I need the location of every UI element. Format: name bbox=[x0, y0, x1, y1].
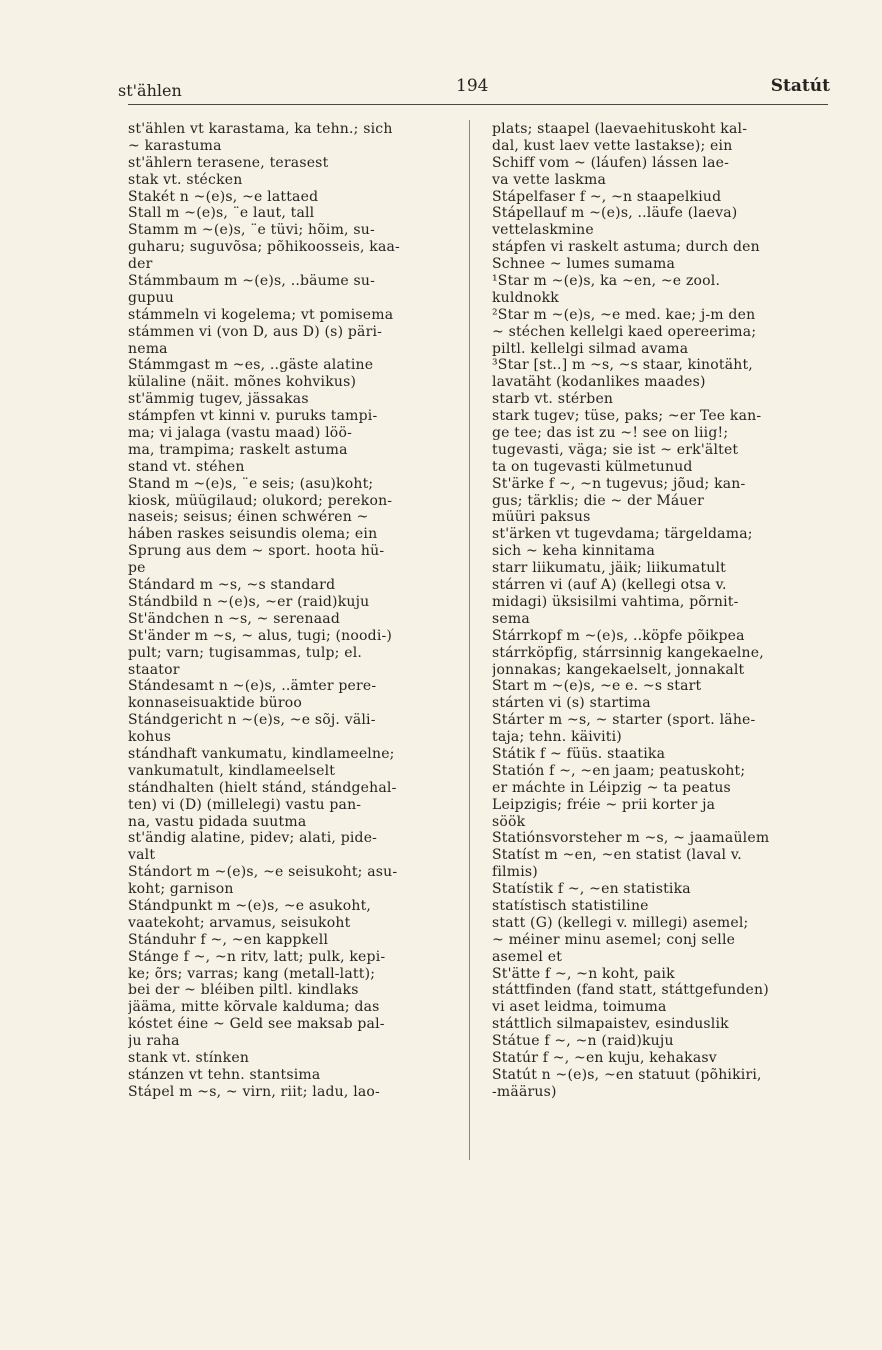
dictionary-line: stándhaft vankumatu, kindlameelne; bbox=[128, 745, 395, 762]
dictionary-line: st'ämmig tugev, jässakas bbox=[128, 391, 309, 408]
dictionary-line: Stándgericht n ~(e)s, ~e sõj. väli- bbox=[128, 712, 376, 729]
dictionary-line: kóstet éine ~ Geld see maksab pal- bbox=[128, 1016, 385, 1033]
dictionary-line: stárren vi (auf A) (kellegi otsa v. bbox=[492, 577, 727, 594]
dictionary-line: Stándesamt n ~(e)s, ..ämter pere- bbox=[128, 678, 377, 695]
dictionary-line: Stall m ~(e)s, ¨e laut, tall bbox=[128, 205, 315, 222]
dictionary-line: Stápellauf m ~(e)s, ..läufe (laeva) bbox=[492, 205, 738, 222]
dictionary-line: na, vastu pidada suutma bbox=[128, 813, 307, 830]
dictionary-line: ta on tugevasti külmetunud bbox=[492, 458, 693, 475]
dictionary-line: ke; õrs; varras; kang (metall-latt); bbox=[128, 965, 376, 982]
dictionary-line: konnaseisuaktide büroo bbox=[128, 695, 302, 712]
dictionary-line: staator bbox=[128, 661, 180, 678]
dictionary-line: Stand m ~(e)s, ¨e seis; (asu)koht; bbox=[128, 475, 374, 492]
dictionary-line: bei der ~ bléiben piltl. kindlaks bbox=[128, 982, 359, 999]
dictionary-line: kohus bbox=[128, 729, 172, 746]
dictionary-line: filmis) bbox=[492, 864, 538, 881]
dictionary-line: jonnakas; kangekaelselt, jonnakalt bbox=[492, 661, 745, 678]
dictionary-line: starr liikumatu, jäik; liikumatult bbox=[492, 560, 727, 577]
dictionary-line: Stámmbaum m ~(e)s, ..bäume su- bbox=[128, 273, 376, 290]
dictionary-line: st'ählern terasene, terasest bbox=[128, 154, 329, 171]
dictionary-line: stárten vi (s) startima bbox=[492, 695, 651, 712]
dictionary-line: pe bbox=[128, 560, 146, 577]
header-rule bbox=[128, 104, 828, 105]
dictionary-line: Státik f ~ füüs. staatika bbox=[492, 745, 666, 762]
dictionary-line: Stápel m ~s, ~ virn, riit; ladu, lao- bbox=[128, 1083, 380, 1100]
dictionary-line: vaatekoht; arvamus, seisukoht bbox=[128, 914, 351, 931]
dictionary-line: Stánge f ~, ~n ritv, latt; pulk, kepi- bbox=[128, 948, 386, 965]
dictionary-line: gupuu bbox=[128, 289, 174, 306]
dictionary-line: jääma, mitte kõrvale kalduma; das bbox=[128, 999, 380, 1016]
dictionary-line: ma, trampima; raskelt astuma bbox=[128, 441, 348, 458]
dictionary-line: naseis; seisus; éinen schwéren ~ bbox=[128, 509, 369, 526]
dictionary-line: kiosk, müügilaud; olukord; perekon- bbox=[128, 492, 393, 509]
dictionary-line: Statúr f ~, ~en kuju, kehakasv bbox=[492, 1049, 717, 1066]
dictionary-line: St'ätte f ~, ~n koht, paik bbox=[492, 965, 675, 982]
dictionary-line: vi aset leidma, toimuma bbox=[492, 999, 667, 1016]
dictionary-line: söök bbox=[492, 813, 526, 830]
dictionary-line: stark tugev; tüse, paks; ~er Tee kan- bbox=[492, 408, 762, 425]
dictionary-line: ~ stéchen kellelgi kaed opereerima; bbox=[492, 323, 757, 340]
dictionary-line: st'ändig alatine, pidev; alati, pide- bbox=[128, 830, 378, 847]
dictionary-line: Sprung aus dem ~ sport. hoota hü- bbox=[128, 543, 385, 560]
dictionary-line: Stápelfaser f ~, ~n staapelkiud bbox=[492, 188, 722, 205]
dictionary-line: starb vt. stérben bbox=[492, 391, 614, 408]
dictionary-line: Schiff vom ~ (láufen) lássen lae- bbox=[492, 154, 730, 171]
dictionary-line: Statút n ~(e)s, ~en statuut (põhikiri, bbox=[492, 1066, 762, 1083]
dictionary-line: pult; varn; tugisammas, tulp; el. bbox=[128, 644, 363, 661]
dictionary-line: Stamm m ~(e)s, ¨e tüvi; hõim, su- bbox=[128, 222, 375, 239]
dictionary-line: ~ karastuma bbox=[128, 137, 222, 154]
dictionary-line: gus; tärklis; die ~ der Máuer bbox=[492, 492, 705, 509]
dictionary-line: statt (G) (kellegi v. millegi) asemel; bbox=[492, 914, 749, 931]
dictionary-line: Stakét n ~(e)s, ~e lattaed bbox=[128, 188, 319, 205]
dictionary-line: St'ändchen n ~s, ~ serenaad bbox=[128, 610, 340, 627]
dictionary-line: státtlich silmapaistev, esinduslik bbox=[492, 1016, 729, 1033]
dictionary-line: müüri paksus bbox=[492, 509, 591, 526]
dictionary-line: dal, kust laev vette lastakse); ein bbox=[492, 137, 733, 154]
dictionary-line: Statíst m ~en, ~en statist (laval v. bbox=[492, 847, 742, 864]
dictionary-line: Leipzigis; fréie ~ prii korter ja bbox=[492, 796, 716, 813]
dictionary-line: st'ärken vt tugevdama; tärgeldama; bbox=[492, 526, 753, 543]
dictionary-line: háben raskes seisundis olema; ein bbox=[128, 526, 378, 543]
dictionary-line: Statístik f ~, ~en statistika bbox=[492, 881, 691, 898]
page-number: 194 bbox=[456, 76, 489, 96]
dictionary-line: Schnee ~ lumes sumama bbox=[492, 256, 676, 273]
dictionary-line: státtfinden (fand statt, státtgefunden) bbox=[492, 982, 769, 999]
header-last-entry: Statút bbox=[770, 76, 830, 96]
dictionary-line: sich ~ keha kinnitama bbox=[492, 543, 655, 560]
dictionary-line: stápfen vi raskelt astuma; durch den bbox=[492, 239, 760, 256]
dictionary-line: ge tee; das ist zu ~! see on liig!; bbox=[492, 425, 729, 442]
dictionary-line: Stándard m ~s, ~s standard bbox=[128, 577, 336, 594]
dictionary-line: Statión f ~, ~en jaam; peatuskoht; bbox=[492, 762, 746, 779]
dictionary-line: stak vt. stécken bbox=[128, 171, 243, 188]
dictionary-line: asemel et bbox=[492, 948, 563, 965]
dictionary-line: külaline (näit. mõnes kohvikus) bbox=[128, 374, 357, 391]
dictionary-line: statístisch statistiline bbox=[492, 897, 649, 914]
dictionary-line: Statiónsvorsteher m ~s, ~ jaamaülem bbox=[492, 830, 770, 847]
dictionary-line: er máchte in Léipzig ~ ta peatus bbox=[492, 779, 731, 796]
dictionary-line: Stándpunkt m ~(e)s, ~e asukoht, bbox=[128, 897, 372, 914]
dictionary-line: ³Star [st..] m ~s, ~s staar, kinotäht, bbox=[492, 357, 753, 374]
dictionary-line: vankumatult, kindlameelselt bbox=[128, 762, 336, 779]
dictionary-line: ju raha bbox=[128, 1033, 180, 1050]
dictionary-line: ma; vi jalaga (vastu maad) löö- bbox=[128, 425, 352, 442]
dictionary-line: ~ méiner minu asemel; conj selle bbox=[492, 931, 736, 948]
dictionary-line: St'änder m ~s, ~ alus, tugi; (noodi-) bbox=[128, 627, 393, 644]
dictionary-line: taja; tehn. käiviti) bbox=[492, 729, 622, 746]
dictionary-line: nema bbox=[128, 340, 168, 357]
right-column bbox=[492, 121, 838, 1101]
header-first-entry: st'ählen bbox=[118, 81, 182, 100]
dictionary-line: stank vt. stínken bbox=[128, 1049, 250, 1066]
dictionary-line: sema bbox=[492, 610, 530, 627]
dictionary-line: kuldnokk bbox=[492, 289, 559, 306]
left-column bbox=[128, 121, 468, 1101]
dictionary-line: Státue f ~, ~n (raid)kuju bbox=[492, 1033, 674, 1050]
dictionary-line: lavatäht (kodanlikes maades) bbox=[492, 374, 706, 391]
dictionary-line: piltl. kellelgi silmad avama bbox=[492, 340, 689, 357]
dictionary-line: Stánduhr f ~, ~en kappkell bbox=[128, 931, 329, 948]
dictionary-line: Stárter m ~s, ~ starter (sport. lähe- bbox=[492, 712, 756, 729]
dictionary-line: vettelaskmine bbox=[492, 222, 594, 239]
dictionary-line: Stárrkopf m ~(e)s, ..köpfe põikpea bbox=[492, 627, 745, 644]
dictionary-line: ¹Star m ~(e)s, ka ~en, ~e zool. bbox=[492, 273, 721, 290]
dictionary-line: Start m ~(e)s, ~e e. ~s start bbox=[492, 678, 702, 695]
dictionary-line: stámmeln vi kogelema; vt pomisema bbox=[128, 306, 394, 323]
dictionary-line: ten) vi (D) (millelegi) vastu pan- bbox=[128, 796, 362, 813]
page-header bbox=[118, 76, 830, 102]
dictionary-line: tugevasti, väga; sie ist ~ erk'ältet bbox=[492, 441, 739, 458]
dictionary-line: stárrköpfig, stárrsinnig kangekaelne, bbox=[492, 644, 764, 661]
column-divider bbox=[469, 120, 470, 1160]
dictionary-line: midagi) üksisilmi vahtima, põrnit- bbox=[492, 593, 739, 610]
dictionary-line: stánzen vt tehn. stantsima bbox=[128, 1066, 321, 1083]
dictionary-line: koht; garnison bbox=[128, 881, 234, 898]
dictionary-line: Stándort m ~(e)s, ~e seisukoht; asu- bbox=[128, 864, 398, 881]
dictionary-line: Stámmgast m ~es, ..gäste alatine bbox=[128, 357, 374, 374]
dictionary-line: valt bbox=[128, 847, 156, 864]
dictionary-line: -määrus) bbox=[492, 1083, 557, 1100]
dictionary-line: st'ählen vt karastama, ka tehn.; sich bbox=[128, 121, 393, 137]
dictionary-line: plats; staapel (laevaehituskoht kal- bbox=[492, 121, 748, 137]
dictionary-line: stándhalten (hielt stánd, stándgehal- bbox=[128, 779, 397, 796]
dictionary-line: Stándbild n ~(e)s, ~er (raid)kuju bbox=[128, 593, 370, 610]
dictionary-line: guharu; suguvõsa; põhikoosseis, kaa- bbox=[128, 239, 400, 256]
dictionary-line: stand vt. stéhen bbox=[128, 458, 245, 475]
dictionary-line: ²Star m ~(e)s, ~e med. kae; j-m den bbox=[492, 306, 756, 323]
dictionary-line: va vette laskma bbox=[492, 171, 607, 188]
dictionary-line: St'ärke f ~, ~n tugevus; jõud; kan- bbox=[492, 475, 746, 492]
dictionary-line: stámpfen vt kinni v. puruks tampi- bbox=[128, 408, 378, 425]
dictionary-line: der bbox=[128, 256, 153, 273]
dictionary-line: stámmen vi (von D, aus D) (s) päri- bbox=[128, 323, 383, 340]
